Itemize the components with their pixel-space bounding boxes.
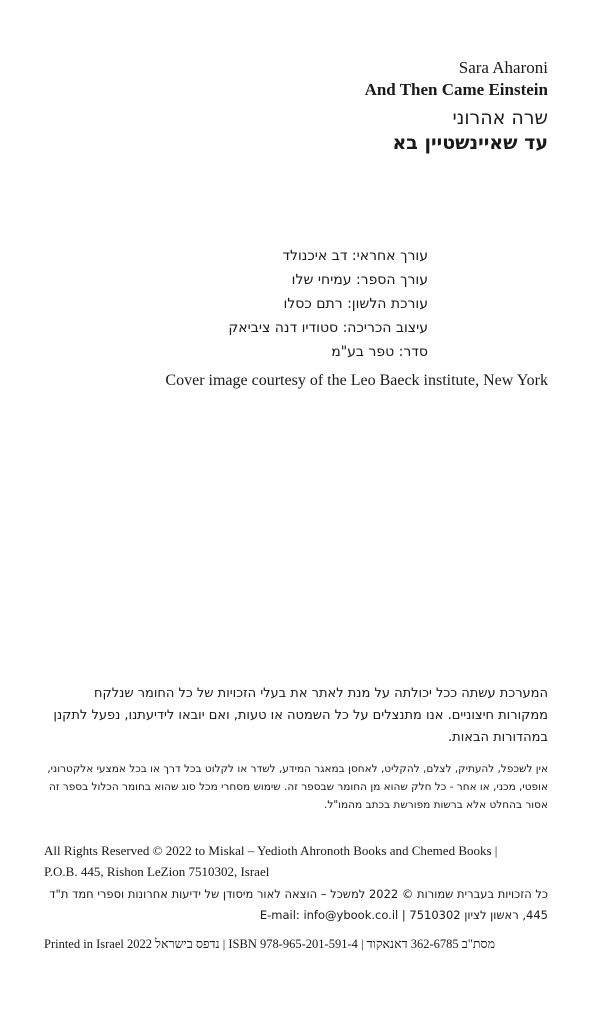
title-hebrew: עד שאיינשטיין בא <box>392 132 548 154</box>
rights-hebrew: כל הזכויות בעברית שמורות © 2022 למשכל – הוצאה לאור מיסודן של ידיעות אחרונות וספרי חמד ת"ד <box>49 887 548 901</box>
author-english: Sara Aharoni <box>458 58 548 77</box>
credits-list <box>228 244 428 364</box>
address-english: P.O.B. 445, Rishon LeZion 7510302, Israel <box>44 864 270 879</box>
address-hebrew-email: 445, ראשון לציון 7510302 | E-mail: info@ybook.co.il <box>259 908 548 922</box>
title-english: And Then Came Einstein <box>364 80 548 99</box>
credit-responsible-editor: עורך אחראי: דב איכנולד <box>282 248 428 264</box>
cover-image-credit: Cover image courtesy of the Leo Baeck institute, New York <box>165 372 548 389</box>
credit-typesetting: סדר: טפר בע"מ <box>331 344 428 360</box>
copy-prohibition-notice: אין לשכפל, להעתיק, לצלם, להקליט, לאחסן במאגר המידע, לשדר או לקלוט בכל דרך או בכל אמצעי אלקטרוני, אופטי, מכני, או אחר - כל חלק שהוא מן החומר שבספר זה. שימוש מסחרי מכל סוג שהוא בחומר הכלול בספר זה אסור בהחלט אלא ברשות מפורשת בכתב מהמו"ל. <box>47 763 548 811</box>
credit-book-editor: עורך הספר: עמיחי שלו <box>291 272 428 288</box>
author-hebrew: שרה אהרוני <box>452 107 548 129</box>
credit-cover-design: עיצוב הכריכה: סטודיו דנה ציביאק <box>228 320 428 336</box>
printed-isbn-line: Printed in Israel 2022 נדפס בישראל | ISBN 978-965-201-591-4 | מסת"ב 362-6785 דאנאקוד <box>44 937 496 951</box>
credit-language-editor: עורכת הלשון: רתם כסלו <box>283 296 428 312</box>
rights-english: All Rights Reserved © 2022 to Miskal – Yedioth Ahronoth Books and Chemed Books | <box>44 843 498 858</box>
rights-effort-notice: המערכת עשתה ככל יכולתה על מנת לאתר את בעלי הזכויות של כל החומר שנלקח ממקורות חיצוניים. אנו מתנצלים על כל השמטה או טעות, ואם יובאו לידיעתנו, נפעל לתקנן במהדורות הבאות. <box>53 686 548 745</box>
